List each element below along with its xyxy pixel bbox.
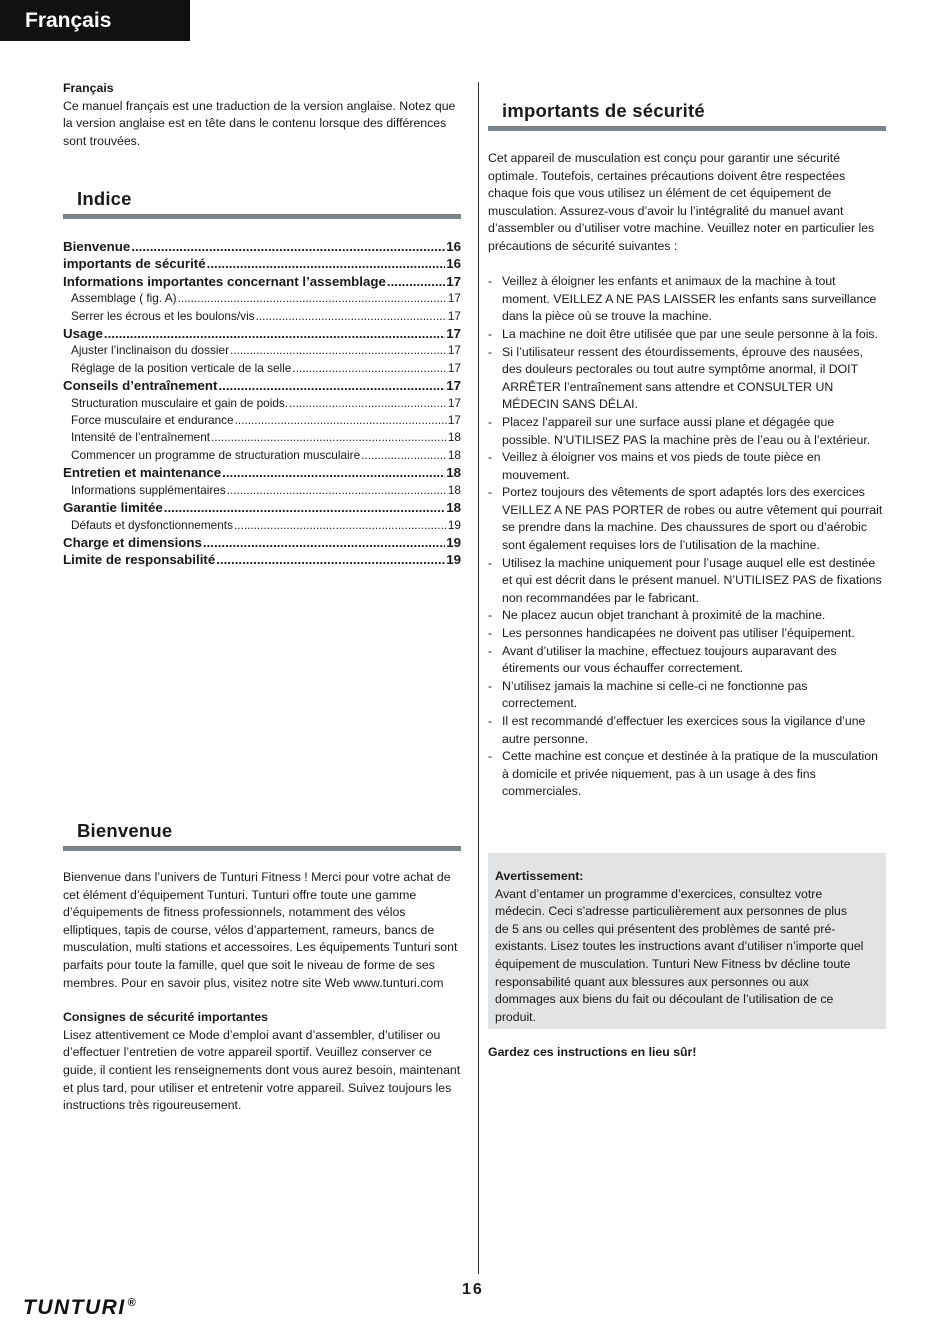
safety-item: - Si l’utilisateur ressent des étourdissements, éprouve des nausées, des douleurs pectorales ou tout autre symptôme anormal, il DOIT ARRÊTER l’entraînement sans attendre et CONSULTER UN MÉDECIN SANS DÉLAI.: [488, 344, 886, 414]
toc-entry[interactable]: Garantie limitée ..... 18: [63, 499, 461, 516]
toc-entry[interactable]: Informations importantes concernant l’assemblage ..... 17: [63, 273, 461, 290]
toc-subentry[interactable]: Assemblage ( fig. A) ..... 17: [63, 290, 461, 307]
page-number: 16: [462, 1281, 484, 1298]
toc-subentry[interactable]: Commencer un programme de structuration musculaire ..... 18: [63, 447, 461, 464]
tunturi-logo: [23, 1296, 136, 1320]
safety-heading-rule: [488, 126, 886, 131]
safety-item: - Veillez à éloigner vos mains et vos pieds de toute pièce en mouvement.: [488, 449, 886, 484]
warning-text: Avant d’entamer un programme d’exercices, consultez votre médecin. Ceci s’adresse particulièrement aux personnes de plus de 5 ans ou celles qui présentent des problèmes de santé pré-existants. Lisez toutes les instructions avant d’utiliser n’importe quel équipement de musculation. Tunturi New Fitness bv décline toute responsabilité quant aux blessures aux personnes ou aux dommages aux biens du fait ou découlant de l’utilisation de ce produit.: [495, 886, 864, 1024]
safety-item: - Les personnes handicapées ne doivent pas utiliser l’équipement.: [488, 625, 886, 643]
toc-subentry[interactable]: Réglage de la position verticale de la selle ..... 17: [63, 360, 461, 377]
index-heading: [63, 188, 461, 210]
safety-item: - N’utilisez jamais la machine si celle-ci ne fonctionne pas correctement.: [488, 678, 886, 713]
safety-item: - Placez l’appareil sur une surface aussi plane et dégagée que possible. N’UTILISEZ PAS la machine près de l’eau ou à l’extérieur.: [488, 414, 886, 449]
toc-subentry[interactable]: Ajuster l’inclinaison du dossier ..... 17: [63, 342, 461, 359]
toc-subentry[interactable]: Force musculaire et endurance ..... 17: [63, 412, 461, 429]
safety-item: - Veillez à éloigner les enfants et animaux de la machine à tout moment. VEILLEZ A NE PAS LAISSER les enfants sans surveillance dans la pièce où se trouve la machine.: [488, 273, 886, 326]
intro-block: [63, 80, 461, 150]
safety-instructions-title: Consignes de sécurité importantes: [63, 1010, 269, 1025]
table-of-contents: [63, 238, 461, 569]
safety-item: - La machine ne doit être utilisée que par une seule personne à la fois.: [488, 326, 886, 344]
safety-item: - Ne placez aucun objet tranchant à proximité de la machine.: [488, 607, 886, 625]
toc-entry[interactable]: Conseils d’entraînement ..... 17: [63, 377, 461, 394]
toc-entry[interactable]: Usage ..... 17: [63, 325, 461, 342]
toc-subentry[interactable]: Défauts et dysfonctionnements ..... 19: [63, 517, 461, 534]
welcome-text: Bienvenue dans l’univers de Tunturi Fitness ! Merci pour votre achat de cet élément d’équipement Tunturi. Tunturi offre toute une gamme d’équipements de fitness professionnels, notamment des vélos elliptiques, tapis de course, vélos d’appartement, rameurs, bancs de musculation, multi stations et accessoires. Les équipements Tunturi sont parfaits pour toute la famille, quel que soit le niveau de forme de ses membres. Pour en savoir plus, visitez notre site Web www.tunturi.com: [63, 870, 458, 990]
column-divider: [478, 82, 479, 1274]
toc-subentry[interactable]: Informations supplémentaires ..... 18: [63, 482, 461, 499]
safety-heading: [488, 100, 886, 122]
index-heading-rule: [63, 214, 461, 219]
logo-text: TUNTURI: [23, 1296, 126, 1319]
welcome-heading: [63, 820, 461, 842]
welcome-block: [63, 869, 461, 1115]
intro-title: Français: [63, 81, 114, 95]
toc-entry[interactable]: Bienvenue ..... 16: [63, 238, 461, 255]
safety-heading-text: importants de sécurité: [502, 100, 705, 121]
toc-subentry[interactable]: Structuration musculaire et gain de poids. ..... 17: [63, 395, 461, 412]
registered-mark: ®: [127, 1297, 136, 1309]
safety-instructions-text: Lisez attentivement ce Mode d’emploi avant d’assembler, d’utiliser ou d’effectuer l’entretien de votre appareil sportif. Veuillez conserver ce guide, il contient les renseignements dont vous aurez besoin, maintenant et plus tard, pour utiliser et entretenir votre appareil. Suivez toujours les instructions très rigoureusement.: [63, 1027, 461, 1113]
intro-text: Ce manuel français est une traduction de la version anglaise. Notez que la version anglaise est en tête dans le contenu lorsque des différences sont trouvées.: [63, 98, 456, 148]
safety-item: - Il est recommandé d’effectuer les exercices sous la vigilance d’une autre personne.: [488, 713, 886, 748]
toc-entry[interactable]: Charge et dimensions ..... 19: [63, 534, 461, 551]
toc-entry[interactable]: Limite de responsabilité ..... 19: [63, 551, 461, 568]
safety-item: - Cette machine est conçue et destinée à la pratique de la musculation à domicile et privée niquement, pas à un usage à des fins commerciales.: [488, 748, 886, 801]
language-tab: Français: [0, 0, 190, 41]
toc-subentry[interactable]: Serrer les écrous et les boulons/vis ..... 17: [63, 308, 461, 325]
safety-list: [488, 273, 886, 801]
welcome-heading-text: Bienvenue: [77, 820, 173, 841]
toc-entry[interactable]: importants de sécurité ..... 16: [63, 255, 461, 272]
safety-intro: Cet appareil de musculation est conçu pour garantir une sécurité optimale. Toutefois, certaines précautions doivent être respectées chaque fois que vous utilisez un élément de cet équipement de musculation. Assurez-vous d’avoir lu l’intégralité du manuel avant d’assembler ou d’utiliser votre machine. Veuillez noter en particulier les précautions de sécurité suivantes :: [488, 151, 875, 253]
safety-item: - Utilisez la machine uniquement pour l’usage auquel elle est destinée et qui est décrit dans le présent manuel. N’UTILISEZ PAS de fixations non recommandées par le fabricant.: [488, 555, 886, 608]
toc-entry[interactable]: Entretien et maintenance ..... 18: [63, 464, 461, 481]
warning-title: Avertissement:: [495, 869, 584, 883]
index-heading-text: Indice: [77, 188, 132, 209]
welcome-heading-rule: [63, 846, 461, 851]
safety-item: - Portez toujours des vêtements de sport adaptés lors des exercices VEILLEZ A NE PAS PORTER de robes ou autre vêtement qui pourrait se prendre dans la machine. Des chaussures de sport ou d’aérobic sont également requises lors de l’utilisation de la machine.: [488, 484, 886, 554]
keep-instructions-note: Gardez ces instructions en lieu sûr!: [488, 1045, 697, 1059]
toc-subentry[interactable]: Intensité de l’entraînement ..... 18: [63, 429, 461, 446]
safety-block: [488, 150, 886, 801]
warning-box: [488, 853, 886, 1029]
safety-item: - Avant d’utiliser la machine, effectuez toujours auparavant des étirements our vous échauffer correctement.: [488, 643, 886, 678]
